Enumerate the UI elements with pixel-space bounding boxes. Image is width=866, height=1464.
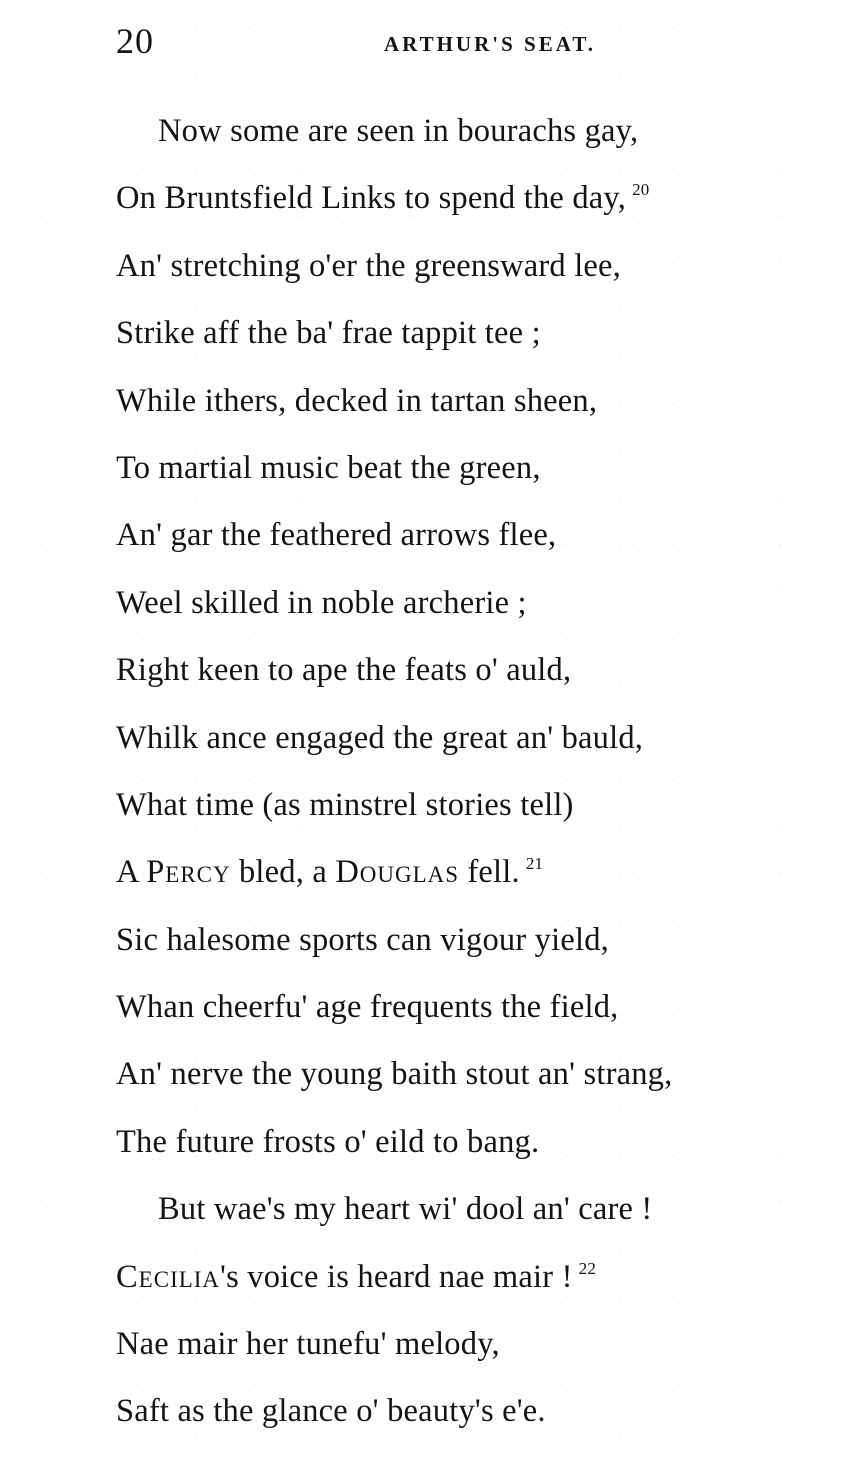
- poem-line-8: Weel skilled in noble archerie ;: [116, 584, 527, 621]
- poem-line-15: An' nerve the young baith stout an' strang,: [116, 1056, 673, 1093]
- poem-body: [116, 98, 836, 1446]
- footnote-ref-22: 22: [578, 1258, 597, 1278]
- poem-line-20: Saft as the glance o' beauty's e'e.: [116, 1393, 546, 1430]
- poem-line-18: Cecilia's voice is heard nae mair ! $^{22}$: [116, 1258, 597, 1295]
- poem-line-16: The future frosts o' eild to bang.: [116, 1123, 540, 1160]
- poem-line-5: While ithers, decked in tartan sheen,: [116, 382, 598, 419]
- poem-line-1: Now some are seen in bourachs gay,: [158, 113, 639, 149]
- poem-line-6: To martial music beat the green,: [116, 449, 541, 486]
- poem-line-3: An' stretching o'er the greensward lee,: [116, 247, 622, 284]
- poem-line-4: Strike aff the ba' frae tappit tee ;: [116, 315, 541, 352]
- poem-line-2: On Bruntsfield Links to spend the day, $^{20}$: [116, 180, 650, 217]
- poem-line-7: An' gar the feathered arrows flee,: [116, 517, 557, 554]
- name-percy: Percy: [146, 854, 231, 891]
- name-douglas: Douglas: [335, 854, 460, 891]
- poem-line-13: Sic halesome sports can vigour yield,: [116, 921, 609, 958]
- poem-line-11: What time (as minstrel stories tell): [116, 786, 574, 823]
- page-header: [116, 18, 836, 68]
- poem-line-19: Nae mair her tunefu' melody,: [116, 1326, 500, 1363]
- running-head: ARTHUR'S SEAT.: [384, 32, 597, 56]
- footnote-ref-21: 21: [525, 854, 544, 874]
- poem-line-9: Right keen to ape the feats o' auld,: [116, 652, 572, 689]
- poem-line-12: A Percy bled, a Douglas fell. $^{21}$: [116, 854, 544, 891]
- footnote-ref-20: 20: [632, 180, 650, 200]
- page-number: 20: [116, 21, 154, 61]
- poem-line-17: But wae's my heart wi' dool an' care !: [158, 1191, 653, 1228]
- poem-line-14: Whan cheerfu' age frequents the field,: [116, 989, 619, 1026]
- name-cecilia: Cecilia: [116, 1258, 221, 1295]
- poem-line-10: Whilk ance engaged the great an' bauld,: [116, 719, 644, 756]
